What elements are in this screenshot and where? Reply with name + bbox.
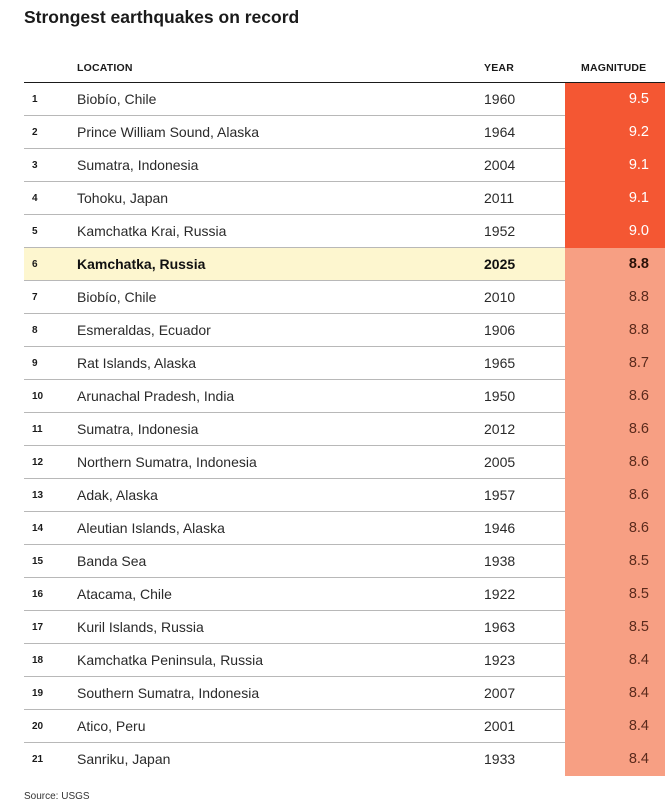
magnitude-cell: 8.7 [565,347,665,380]
magnitude-cell: 8.6 [565,512,665,545]
magnitude-cell: 8.4 [565,677,665,710]
source-note: Source: USGS [24,791,90,802]
location-cell: Sumatra, Indonesia [77,421,199,437]
table-row [24,479,665,512]
magnitude-cell: 9.5 [565,83,665,116]
location-cell: Prince William Sound, Alaska [77,124,260,140]
location-cell: Kamchatka Krai, Russia [77,223,227,239]
magnitude-cell: 8.6 [565,413,665,446]
year-cell: 2004 [484,157,516,173]
rank-cell: 10 [32,391,44,402]
year-cell: 2011 [484,190,515,206]
year-cell: 1933 [484,751,516,767]
table-row [24,710,665,743]
location-cell: Tohoku, Japan [77,190,169,206]
year-cell: 1923 [484,652,516,668]
rank-cell: 7 [32,292,38,303]
location-cell: Atacama, Chile [77,586,172,602]
table-row [24,644,665,677]
table-row [24,215,665,248]
location-cell: Biobío, Chile [77,289,157,305]
table-body [24,83,665,776]
magnitude-cell: 8.5 [565,611,665,644]
magnitude-cell: 8.5 [565,578,665,611]
year-cell: 2005 [484,454,516,470]
rank-cell: 12 [32,457,44,468]
rank-cell: 3 [32,160,38,171]
year-cell: 1960 [484,91,516,107]
location-cell: Aleutian Islands, Alaska [77,520,225,536]
table-header [24,52,665,83]
magnitude-cell: 8.4 [565,743,665,776]
table-row [24,347,665,380]
table-row [24,149,665,182]
year-cell: 2010 [484,289,516,305]
location-cell: Kamchatka Peninsula, Russia [77,652,263,668]
rank-cell: 17 [32,622,44,633]
location-cell: Adak, Alaska [77,487,158,503]
year-cell: 1963 [484,619,516,635]
year-cell: 1922 [484,586,516,602]
location-cell: Northern Sumatra, Indonesia [77,454,257,470]
year-cell: 1952 [484,223,516,239]
location-cell: Kamchatka, Russia [77,256,206,272]
location-cell: Arunachal Pradesh, India [77,388,235,404]
location-cell: Atico, Peru [77,718,146,734]
table-row [24,578,665,611]
rank-cell: 18 [32,655,44,666]
rank-cell: 21 [32,754,44,765]
table-row [24,743,665,776]
table-row [24,116,665,149]
location-cell: Sumatra, Indonesia [77,157,199,173]
rank-cell: 8 [32,325,38,336]
table-row [24,281,665,314]
table-row [24,611,665,644]
rank-cell: 9 [32,358,38,369]
magnitude-cell: 8.8 [565,248,665,281]
location-cell: Rat Islands, Alaska [77,355,197,371]
table-row [24,248,665,281]
earthquake-table [24,52,665,776]
rank-cell: 14 [32,523,44,534]
year-cell: 1950 [484,388,516,404]
column-header-year: YEAR [484,62,514,74]
rank-cell: 4 [32,193,38,204]
magnitude-cell: 8.6 [565,479,665,512]
magnitude-cell: 9.2 [565,116,665,149]
location-cell: Kuril Islands, Russia [77,619,204,635]
table-row [24,413,665,446]
rank-cell: 15 [32,556,44,567]
year-cell: 1965 [484,355,516,371]
table-row [24,380,665,413]
year-cell: 1938 [484,553,516,569]
table-row [24,545,665,578]
location-cell: Esmeraldas, Ecuador [77,322,211,338]
column-header-magnitude: MAGNITUDE [581,62,647,74]
location-cell: Sanriku, Japan [77,751,171,767]
year-cell: 2025 [484,256,516,272]
magnitude-cell: 8.8 [565,281,665,314]
table-row [24,314,665,347]
magnitude-cell: 8.4 [565,644,665,677]
rank-cell: 20 [32,721,44,732]
table-row [24,182,665,215]
rank-cell: 13 [32,490,44,501]
rank-cell: 16 [32,589,44,600]
table-row [24,83,665,116]
magnitude-cell: 8.4 [565,710,665,743]
location-cell: Biobío, Chile [77,91,157,107]
magnitude-cell: 9.1 [565,149,665,182]
location-cell: Southern Sumatra, Indonesia [77,685,260,701]
magnitude-cell: 9.1 [565,182,665,215]
year-cell: 2007 [484,685,516,701]
chart-title: Strongest earthquakes on record [24,7,300,27]
year-cell: 1957 [484,487,516,503]
magnitude-cell: 8.6 [565,380,665,413]
year-cell: 1964 [484,124,516,140]
magnitude-cell: 8.5 [565,545,665,578]
year-cell: 2012 [484,421,516,437]
rank-cell: 6 [32,259,38,270]
column-header-location: LOCATION [77,62,133,74]
rank-cell: 19 [32,688,44,699]
year-cell: 1906 [484,322,516,338]
rank-cell: 5 [32,226,38,237]
magnitude-cell: 8.6 [565,446,665,479]
year-cell: 2001 [484,718,516,734]
rank-cell: 11 [32,424,43,435]
table-row [24,677,665,710]
magnitude-cell: 8.8 [565,314,665,347]
table-row [24,446,665,479]
year-cell: 1946 [484,520,516,536]
rank-cell: 2 [32,127,38,138]
location-cell: Banda Sea [77,553,147,569]
rank-cell: 1 [32,94,38,105]
table-row [24,512,665,545]
magnitude-cell: 9.0 [565,215,665,248]
